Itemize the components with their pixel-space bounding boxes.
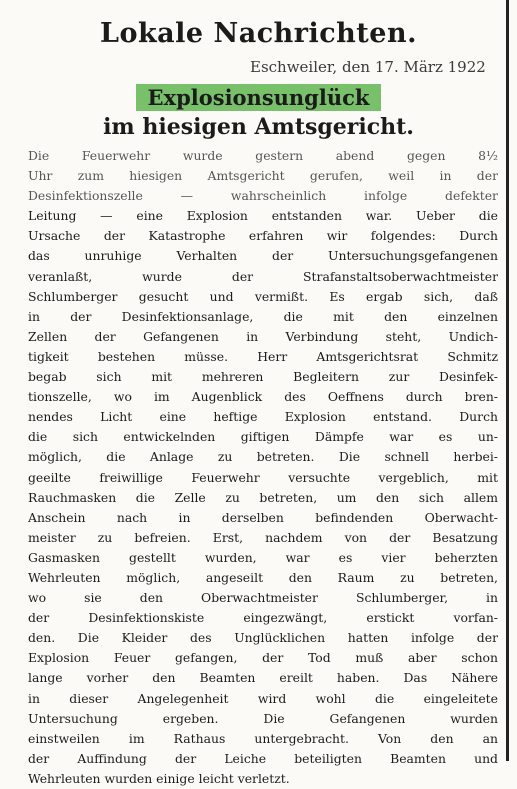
article-line: Ursache der Katastrophe erfahren wir folgendes: Durch — [28, 228, 498, 244]
article-line: tigkeit bestehen müsse. Herr Amtsgerichtsrat Schmitz — [28, 348, 498, 364]
article-line: Leitung — eine Explosion entstanden war. Ueber die — [28, 208, 498, 224]
article-line: Uhr zum hiesigen Amtsgericht gerufen, weil in der — [28, 168, 498, 184]
section-title: Lokale Nachrichten. — [99, 18, 417, 49]
article-line: begab sich mit mehreren Begleitern zur Desinfek- — [28, 369, 498, 385]
article-line: den. Die Kleider des Unglücklichen hatten infolge der — [28, 630, 498, 646]
article-line: Rauchmasken die Zelle zu betreten, um den sich allem — [28, 489, 498, 505]
article-line: Explosion Feuer gefangen, der Tod muß aber schon — [28, 650, 498, 666]
article-line: möglich, die Anlage zu betreten. Die schnell herbei- — [28, 449, 498, 465]
article-line: meister zu befreien. Erst, nachdem von der Besatzung — [28, 529, 498, 545]
headline-line-1: Explosionsunglück — [136, 84, 382, 111]
headline-line-2: im hiesigen Amtsgericht. — [103, 114, 414, 140]
article-line: Wehrleuten möglich, angeseilt den Raum zu betreten, — [28, 569, 498, 585]
article-line: Die Feuerwehr wurde gestern abend gegen 8½ — [28, 148, 498, 163]
article-line: Zellen der Gefangenen in Verbindung steht, Undich- — [28, 328, 498, 344]
article-line: Wehrleuten wurden einige leicht verletzt. — [28, 770, 290, 786]
headline-highlight — [0, 84, 517, 111]
article-body — [28, 146, 498, 789]
article-line: tionszelle, wo im Augenblick des Oeffnens durch bren- — [28, 389, 498, 405]
article-line: lange vorher den Beamten ereilt haben. Das Nähere — [28, 670, 498, 686]
article-line: in der Desinfektionsanlage, die mit den einzelnen — [28, 308, 498, 324]
article-line: wo sie den Oberwachtmeister Schlumberger, in — [28, 590, 498, 606]
article-line: die sich entwickelnden giftigen Dämpfe war es un- — [28, 429, 498, 445]
article-line: das unruhige Verhalten der Untersuchungsgefangenen — [28, 248, 498, 264]
article-line: in dieser Angelegenheit wird wohl die eingeleitete — [28, 690, 498, 706]
article-line: Schlumberger gesucht und vermißt. Es ergab sich, daß — [28, 288, 498, 304]
article-line: der Desinfektionskiste eingezwängt, erstickt vorfan- — [28, 610, 498, 626]
article-line: Desinfektionszelle — wahrscheinlich infolge defekter — [28, 188, 498, 204]
dateline: Eschweiler, den 17. März 1922 — [250, 58, 486, 76]
article-line: der Auffindung der Leiche beteiligten Beamten und — [28, 750, 498, 766]
article-line: Untersuchung ergeben. Die Gefangenen wurden — [28, 710, 498, 726]
article-line: veranlaßt, wurde der Strafanstaltsoberwachtmeister — [28, 268, 498, 284]
article-line: nendes Licht eine heftige Explosion entstand. Durch — [28, 409, 498, 425]
article-line: einstweilen im Rathaus untergebracht. Von den an — [28, 730, 498, 746]
article-line: geeilte freiwillige Feuerwehr versuchte vergeblich, mit — [28, 469, 498, 485]
article-line: Anschein nach in derselben befindenden Oberwacht- — [28, 509, 498, 525]
article-line: Gasmasken gestellt wurden, war es vier beherzten — [28, 549, 498, 565]
